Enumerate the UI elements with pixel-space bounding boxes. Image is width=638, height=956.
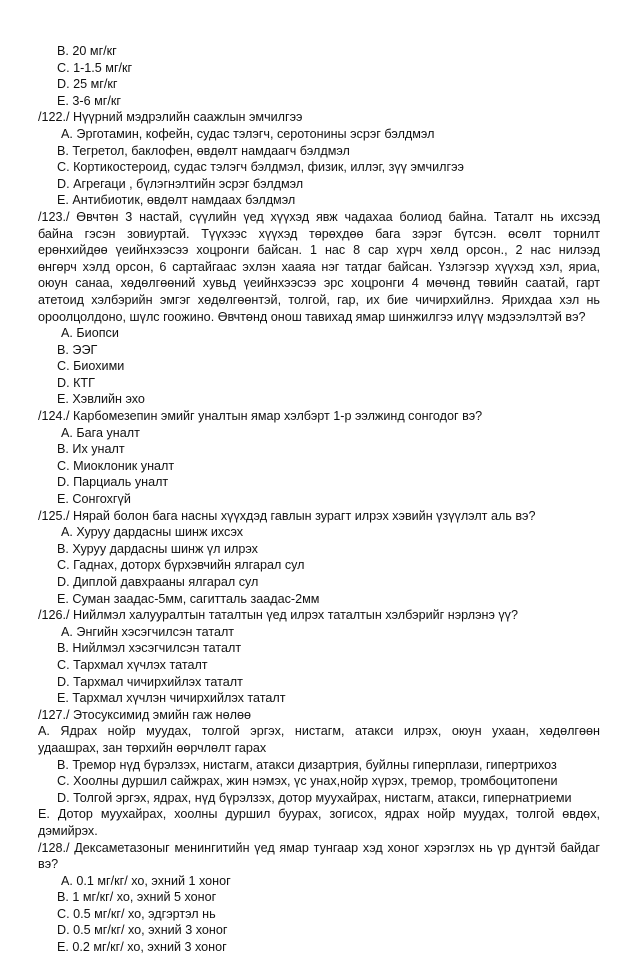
text-line: /122./ Нүүрний мэдрэлийн саажлын эмчилгээ <box>38 110 303 125</box>
text-line: D. Парциаль уналт <box>57 475 169 490</box>
text-line: оюун санаа, хөдөлгөөний хувьд үеийнхээсээ эрс хоцронги 4 мөчөнд төвийн саатай, гарт <box>38 276 600 291</box>
text-line: E. Хэвлийн эхо <box>57 392 145 407</box>
text-line: E. Дотор муухайрах, хоолны дуршил буурах, зогисох, ядрах нойр муудах, толгой өвдөх, <box>38 807 600 822</box>
text-line: A. Ядрах нойр муудах, толгой эргэх, нистагм, атакси илрэх, оюун ухаан, хөдөлгөөн <box>38 724 600 739</box>
text-line: /127./ Этосуксимид эмийн гаж нөлөө <box>38 707 251 722</box>
text-line: A. Энгийн хэсэгчилсэн таталт <box>61 624 235 639</box>
text-line: B. Хуруу дардасны шинж үл илрэх <box>57 541 258 556</box>
text-line: B. 1 мг/кг/ хо, эхний 5 хоног <box>57 890 217 905</box>
text-line: C. Гаднах, доторх бүрхэвчийн ялгарал сул <box>57 558 305 573</box>
text-line: C. 1-1.5 мг/кг <box>57 60 133 75</box>
text-line: E. Тархмал хүчлэн чичирхийлэх таталт <box>57 691 286 706</box>
exam-questions-text <box>0 43 638 956</box>
text-line: C. 0.5 мг/кг/ хо, эдгэртэл нь <box>57 906 216 921</box>
text-line: B. Их уналт <box>57 442 125 457</box>
text-line: A. Биопси <box>61 326 119 341</box>
text-line: өнгөрч хэлд орсон, 6 сартайгаас эхлэн хааяа нэг татдаг байсан. Үзлэгээр хүүхэд хэл, яриа, <box>38 259 600 274</box>
text-line: /123./ Өвчтөн 3 настай, сүүлийн үед хүүхэд явж чадахаа болиод байна. Таталт нь ихсээд <box>38 209 600 224</box>
text-line: /126./ Нийлмэл халууралтын таталтын үед илрэх таталтын хэлбэрийг нэрлэнэ үү? <box>38 608 518 623</box>
text-line: D. Агрегаци , бүлэгнэлтийн эсрэг бэлдмэл <box>57 176 304 191</box>
text-line: E. Сонгохгүй <box>57 492 131 507</box>
text-line: A. Хуруу дардасны шинж ихсэх <box>61 525 244 540</box>
text-line: B. ЭЭГ <box>57 342 98 357</box>
text-line: E. 0.2 мг/кг/ хо, эхний 3 хоног <box>57 940 227 955</box>
text-line: E. Суман заадас-5мм, сагитталь заадас-2мм <box>57 591 320 606</box>
text-line: D. Тархмал чичирхийлэх таталт <box>57 674 243 689</box>
text-line: атетоид хэлбэрийн эмгэг хөдөлгөөнтэй, толгой, гар, их бие чичирхийлнэ. Ярихдаа хэл нь <box>38 292 600 307</box>
text-line: вэ? <box>38 857 59 872</box>
text-line: C. Миоклоник уналт <box>57 458 175 473</box>
text-line: /124./ Карбомезепин эмийг уналтын ямар хэлбэрт 1-р ээлжинд сонгодог вэ? <box>38 409 483 424</box>
text-line: D. Диплой давхрааны ялгарал сул <box>57 575 259 589</box>
text-line: A. Бага уналт <box>61 425 140 440</box>
text-line: /128./ Дексаметазоныг менингитийн үед ямар тунгаар хэд хоног хэрэглэх нь үр дүнтэй байдаг <box>38 840 600 855</box>
text-line: D. КТГ <box>57 375 95 390</box>
text-line: B. 20 мг/кг <box>57 44 117 58</box>
text-line: A. Эрготамин, кофейн, судас тэлэгч, серотонины эсрэг бэлдмэл <box>61 126 435 141</box>
text-line: B. Нийлмэл хэсэгчилсэн таталт <box>57 641 242 656</box>
text-line: байна гэсэн зовиуртай. Түүхээс хүүхэд төрөхдөө бага зэрэг бүтсэн. өсөлт торнилт <box>38 226 600 241</box>
text-line: удаашрах, зан төрхийн өөрчлөлт гарах <box>38 740 267 755</box>
text-line: D. 0.5 мг/кг/ хо, эхний 3 хоног <box>57 923 228 938</box>
text-line: A. 0.1 мг/кг/ хо, эхний 1 хоног <box>61 873 231 888</box>
text-line: B. Тегретол, баклофен, өвдөлт намдаагч бэлдмэл <box>57 143 350 158</box>
text-line: D. 25 мг/кг <box>57 77 118 92</box>
text-line: B. Тремор нүд бүрэлзэх, нистагм, атакси дизартрия, буйлны гиперплази, гипертрихоз <box>57 757 557 772</box>
text-line: D. Толгой эргэх, ядрах, нүд бүрэлзэх, дотор муухайрах, нистагм, атакси, гипернатриеми <box>57 790 572 805</box>
text-line: C. Кортикостероид, судас тэлэгч бэлдмэл, физик, иллэг, зүү эмчилгээ <box>57 160 464 175</box>
text-line: C. Хоолны дуршил сайжрах, жин нэмэх, үс унах,нойр хүрэх, тремор, тромбоцитопени <box>57 774 558 789</box>
text-line: /125./ Нярай болон бага насны хүүхдэд гавлын зурагт илрэх хэвийн үзүүлэлт аль вэ? <box>38 508 536 523</box>
text-line: E. 3-6 мг/кг <box>57 93 121 108</box>
text-line: ороолцолдоно, шүлс гоожино. Өвчтөнд онош тавихад ямар шинжилгээ илүү мэдээлэлтэй вэ? <box>38 309 586 324</box>
text-line: дэмийрэх. <box>38 823 98 838</box>
text-line: C. Биохими <box>57 359 125 374</box>
text-line: E. Антибиотик, өвдөлт намдаах бэлдмэл <box>57 193 296 208</box>
text-line: C. Тархмал хүчлэх таталт <box>57 657 208 672</box>
text-line: ерөнхийдөө үеийнхээсээ хоцронги байсан. 1 нас 8 сар хүрч хөлд орсон., 2 нас нилээд <box>38 243 600 258</box>
